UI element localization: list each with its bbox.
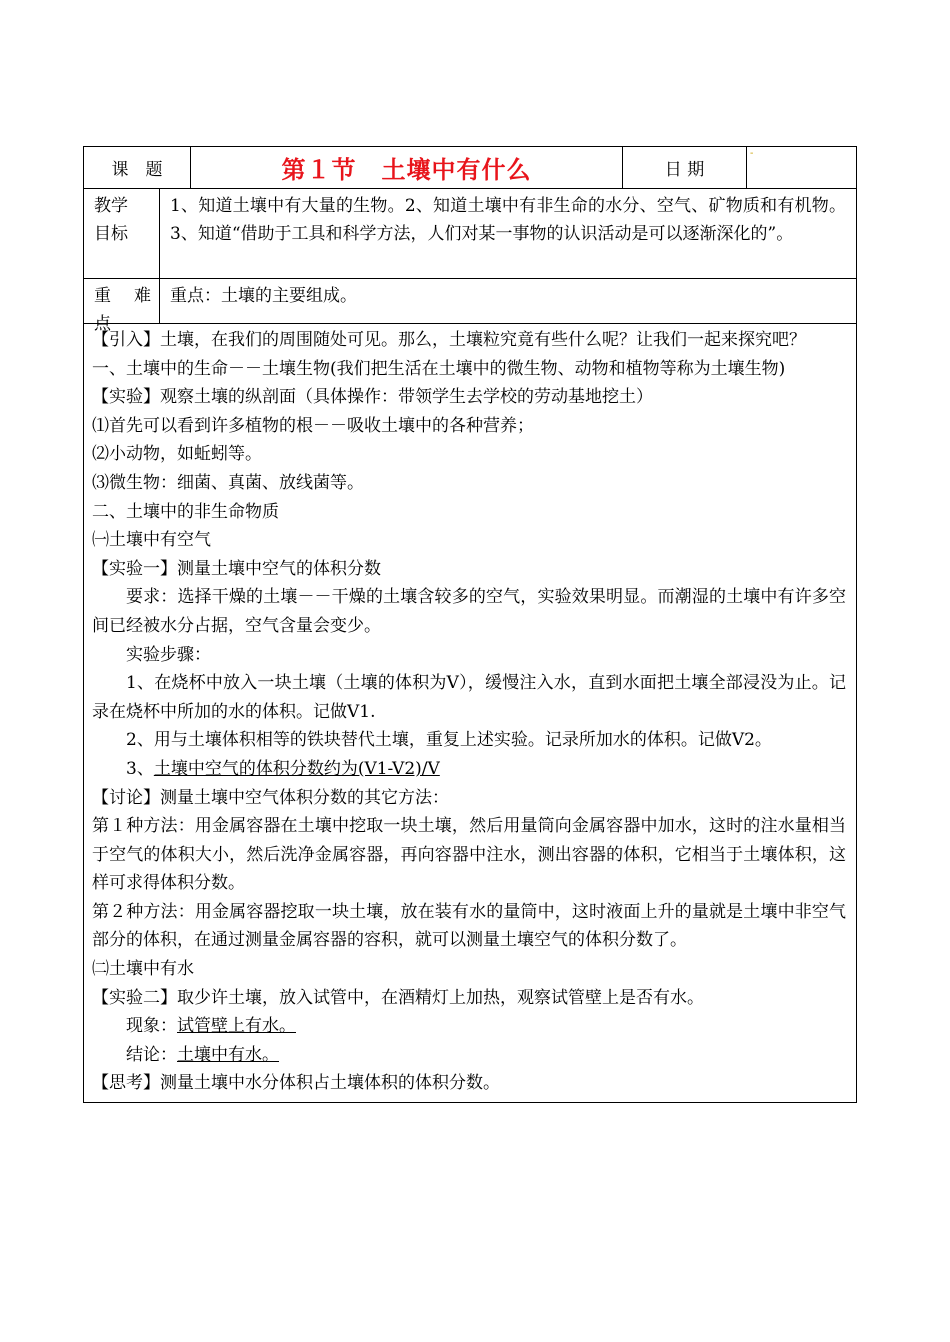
section-two-heading: 二、土壤中的非生命物质 [92, 501, 279, 522]
corner-mark: - [750, 148, 754, 159]
key-points-label-top [94, 282, 151, 310]
intro-paragraph: 【引入】土壤，在我们的周围随处可见。那么，土壤粒究竟有些什么呢？让我们一起来探究吧？ [92, 330, 806, 350]
date-label-cell [623, 147, 747, 188]
phenomenon-line [92, 1012, 846, 1041]
list-item-roots: ⑴首先可以看到许多植物的根－－吸收土壤中的各种营养； [92, 415, 534, 436]
subsection-air-heading: ㈠土壤中有空气 [92, 530, 211, 551]
subsection-water-heading: ㈡土壤中有水 [92, 959, 194, 980]
discussion-heading: 【讨论】测量土壤中空气体积分数的其它方法： [92, 787, 449, 808]
phenomenon-text: 试管壁上有水。 [177, 1016, 296, 1037]
requirement-paragraph: 要求：选择干燥的土壤－－干燥的土壤含较多的空气，实验效果明显。而潮湿的土壤中有许多空间已经被水分占据，空气含量会变少。 [92, 587, 846, 636]
list-item-animals: ⑵小动物，如蚯蚓等。 [92, 444, 262, 465]
objectives-text: 1、知道土壤中有大量的生物。2、知道土壤中有非生命的水分、空气、矿物质和有机物。3、知道“借助于工具和科学方法，人们对某一事物的认识活动是可以逐渐深化的”。 [170, 196, 846, 244]
objectives-label-line2: 目标 [94, 224, 128, 244]
step-three [92, 755, 846, 784]
lesson-title: 第１节 土壤中有什么 [281, 155, 532, 184]
step-three-formula: 土壤中空气的体积分数约为(V1-V2)/V [153, 758, 440, 779]
thinking-paragraph: 【思考】测量土壤中水分体积占土壤体积的体积分数。 [92, 1073, 500, 1094]
objectives-label-line1: 教学 [94, 196, 128, 216]
date-label: 日 期 [664, 160, 705, 180]
conclusion-text: 土壤中有水。 [177, 1044, 279, 1065]
key-points-label-a: 重 [94, 286, 111, 306]
key-points-row [84, 279, 856, 334]
conclusion-line [92, 1041, 846, 1070]
method-one: 第１种方法：用金属容器在土壤中挖取一块土壤，然后用量筒向金属容器中加水，这时的注水量相当于空气的体积大小，然后洗净金属容器，再向容器中注水，测出容器的体积，它相当于土壤体积，这样可求得体积分数。 [92, 816, 846, 894]
phenomenon-label: 现象： [126, 1016, 177, 1037]
step-two: 2、用与土壤体积相等的铁块替代土壤，重复上述实验。记录所加水的体积。记做V2。 [126, 730, 772, 751]
key-points-label-cell [84, 279, 160, 334]
topic-label-cell [84, 147, 191, 188]
experiment-two: 【实验二】取少许土壤，放入试管中，在酒精灯上加热，观察试管壁上是否有水。 [92, 987, 704, 1008]
conclusion-label: 结论： [126, 1044, 177, 1065]
experiment-one-title: 【实验一】测量土壤中空气的体积分数 [92, 558, 381, 579]
steps-heading: 实验步骤： [126, 644, 211, 665]
method-two: 第２种方法：用金属容器挖取一块土壤，放在装有水的量筒中，这时液面上升的量就是土壤中非空气部分的体积，在通过测量金属容器的容积，就可以测量土壤空气的体积分数了。 [92, 901, 846, 951]
header-row [84, 147, 856, 189]
step-one: 1、在烧杯中放入一块土壤（土壤的体积为V），缓慢注入水，直到水面把土壤全部浸没为止。记录在烧杯中所加的水的体积。记做V1. [92, 673, 846, 722]
lesson-plan-table [83, 146, 857, 1103]
key-points-text: 重点：土壤的主要组成。 [170, 286, 357, 306]
experiment-observe: 【实验】观察土壤的纵剖面（具体操作：带领学生去学校的劳动基地挖土） [92, 387, 653, 408]
objectives-label-cell [84, 189, 160, 278]
section-one-heading: 一、土壤中的生命－－土壤生物(我们把生活在土壤中的微生物、动物和植物等称为土壤生物) [92, 358, 786, 379]
key-points-label-c: 点 [94, 314, 111, 334]
date-value-cell [747, 147, 856, 188]
lesson-content [84, 324, 856, 1102]
lesson-title-cell [191, 147, 623, 188]
list-item-microbes: ⑶微生物：细菌、真菌、放线菌等。 [92, 472, 364, 493]
objectives-row [84, 189, 856, 279]
step-three-prefix: 3、 [126, 758, 154, 779]
topic-label: 课 题 [111, 160, 163, 180]
key-points-label-b: 难 [134, 286, 151, 306]
